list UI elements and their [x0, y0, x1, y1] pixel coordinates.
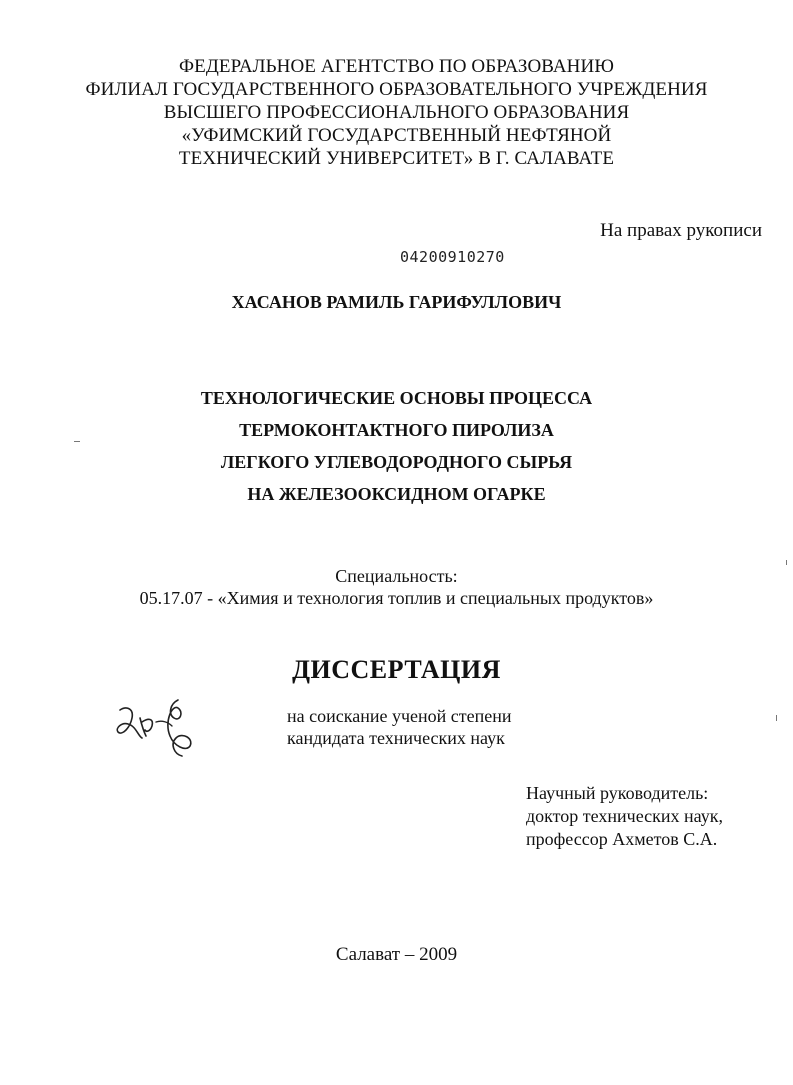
scientific-advisor [526, 782, 723, 851]
scan-mark [786, 560, 787, 565]
advisor-line: доктор технических наук, [526, 806, 723, 826]
header-line: «УФИМСКИЙ ГОСУДАРСТВЕННЫЙ НЕФТЯНОЙ [181, 125, 612, 146]
title-line: НА ЖЕЛЕЗООКСИДНОМ ОГАРКЕ [247, 484, 546, 504]
registry-code: 04200910270 [400, 248, 505, 266]
document-type-heading: ДИССЕРТАЦИЯ [292, 655, 501, 684]
advisor-line: Научный руководитель: [526, 783, 709, 803]
title-line: ЛЕГКОГО УГЛЕВОДОРОДНОГО СЫРЬЯ [220, 452, 573, 472]
author-name: ХАСАНОВ РАМИЛЬ ГАРИФУЛЛОВИЧ [231, 292, 562, 312]
institution-header [0, 55, 793, 170]
title-line: ТЕХНОЛОГИЧЕСКИЕ ОСНОВЫ ПРОЦЕССА [200, 388, 593, 408]
handwritten-signature [112, 692, 222, 762]
scan-mark [776, 715, 777, 721]
degree-statement [287, 705, 512, 749]
rights-note: На правах рукописи [600, 220, 762, 241]
header-line: ТЕХНИЧЕСКИЙ УНИВЕРСИТЕТ» В Г. САЛАВАТЕ [178, 148, 615, 169]
degree-line: кандидата технических наук [287, 728, 505, 748]
header-line: ФИЛИАЛ ГОСУДАРСТВЕННОГО ОБРАЗОВАТЕЛЬНОГО УЧРЕЖДЕНИЯ [85, 79, 708, 100]
dissertation-title [0, 382, 793, 510]
advisor-line: профессор Ахметов С.А. [526, 829, 718, 849]
degree-line: на соискание ученой степени [287, 706, 512, 726]
place-and-year: Салават – 2009 [335, 944, 458, 965]
title-line: ТЕРМОКОНТАКТНОГО ПИРОЛИЗА [239, 420, 554, 440]
scan-mark [74, 441, 80, 442]
header-line: ВЫСШЕГО ПРОФЕССИОНАЛЬНОГО ОБРАЗОВАНИЯ [163, 102, 630, 123]
specialty-label: Специальность: [335, 566, 458, 586]
specialty-value: 05.17.07 - «Химия и технология топлив и специальных продуктов» [139, 588, 654, 608]
header-line: ФЕДЕРАЛЬНОЕ АГЕНТСТВО ПО ОБРАЗОВАНИЮ [179, 56, 614, 77]
